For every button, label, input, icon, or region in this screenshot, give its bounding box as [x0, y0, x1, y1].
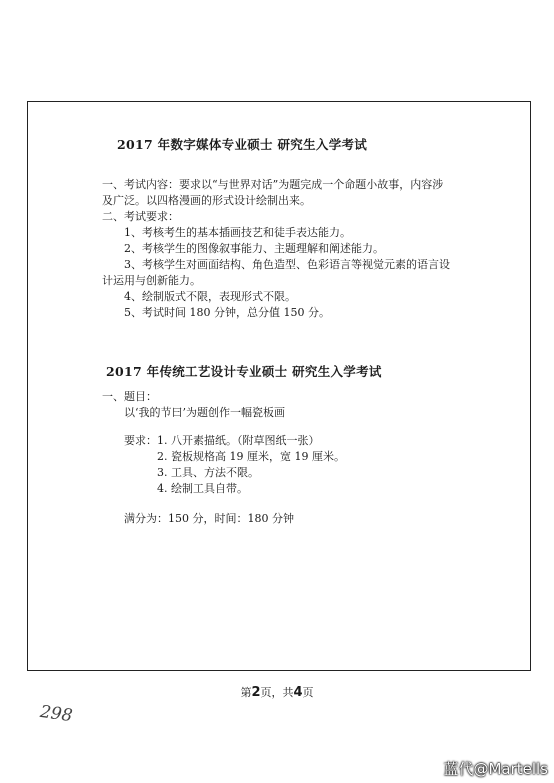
section1-requirements-heading: 二、考试要求：	[102, 210, 179, 223]
section1-req4: 4、绘制版式不限，表现形式不限。	[124, 290, 296, 303]
section2-topic-heading: 一、题目：	[102, 390, 157, 403]
section2-topic: 以‘我的节曰’为题创作一幅瓷板画	[124, 406, 285, 419]
section2-req2: 2. 瓷板规格高 19 厘米，宽 19 厘米。	[157, 450, 345, 463]
footer-middle: 页，共	[260, 686, 294, 699]
footer-page-number: 2	[251, 685, 261, 700]
section1-content-line1: 一、考试内容：要求以“与世界对话”为题完成一个命题小故事，内容涉	[102, 178, 444, 191]
section1-content-line2: 及广泛。以四格漫画的形式设计绘制出来。	[102, 194, 311, 207]
section2-req4: 4. 绘制工具自带。	[157, 482, 248, 495]
section2-req-label: 要求：	[124, 434, 157, 447]
footer-prefix: 第	[240, 686, 252, 699]
footer-total-pages: 4	[293, 685, 303, 700]
section2-score: 满分为：150 分，时间：180 分钟	[124, 512, 294, 525]
section1-title: 2017 年数字媒体专业硕士 研究生入学考试	[117, 137, 368, 152]
section1-req1: 1、考核考生的基本插画技艺和徒手表达能力。	[124, 226, 351, 239]
section2-req3: 3. 工具、方法不限。	[157, 466, 259, 479]
section1-req3-line2: 计运用与创新能力。	[102, 274, 201, 287]
section2-title: 2017 年传统工艺设计专业硕士 研究生入学考试	[106, 364, 382, 379]
footer-suffix: 页	[302, 686, 314, 699]
section2-req1: 1. 八开素描纸。（附草图纸一张）	[157, 434, 320, 447]
section1-req3-line1: 3、考核学生对画面结构、角色造型、色彩语言等视觉元素的语言设	[124, 258, 450, 271]
section1-req5: 5、考试时间 180 分钟，总分值 150 分。	[124, 306, 330, 319]
section1-req2: 2、考核学生的图像叙事能力、主题理解和阐述能力。	[124, 242, 384, 255]
watermark: 蓝代@Martells	[443, 760, 548, 778]
page-footer	[0, 684, 554, 700]
handwritten-note: 298	[38, 701, 74, 727]
